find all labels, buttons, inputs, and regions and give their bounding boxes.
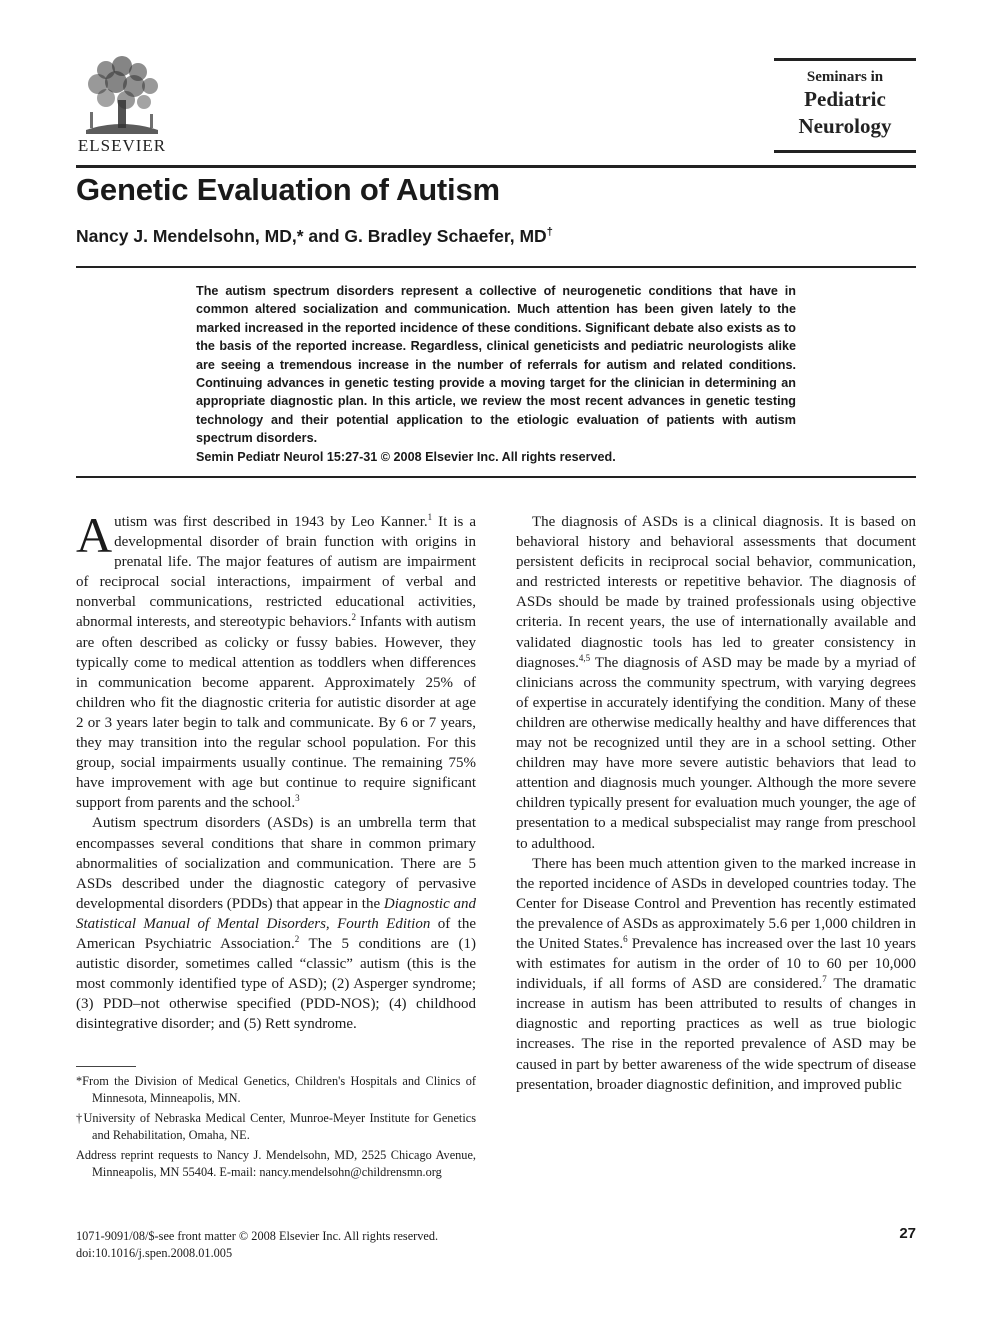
reference-link[interactable]: 7 xyxy=(822,974,827,985)
abstract xyxy=(196,282,796,466)
footnote-affiliation-2: †University of Nebraska Medical Center, Munroe-Meyer Institute for Genetics and Rehabilitation, Omaha, NE. xyxy=(76,1111,476,1142)
drop-cap: A xyxy=(76,507,113,563)
article-title: Genetic Evaluation of Autism xyxy=(76,172,500,207)
reference-link[interactable]: 3 xyxy=(295,793,300,804)
abstract-rule-bottom xyxy=(76,476,916,478)
reference-link[interactable]: 2 xyxy=(294,933,300,944)
reference-link[interactable]: 6 xyxy=(623,933,628,944)
header-divider xyxy=(76,165,916,168)
body-paragraph xyxy=(516,854,916,1095)
journal-name-line1: Pediatric xyxy=(804,87,886,111)
dsm-title: Diagnostic and Statistical Manual of Mental Disorders, Fourth Edition xyxy=(76,895,476,932)
text-run: The dramatic increase in autism has been attributed to results of changes in diagnostic and reporting practices as well as true biologic increases. The rise in the reported prevalence of ASD may be caused in part by better awareness of the wide spectrum of disease presentation, broader diagnostic definition, and improved public xyxy=(516,976,916,1093)
masthead-rule-bottom xyxy=(774,150,916,153)
abstract-citation: Semin Pediatr Neurol 15:27-31 © 2008 Elsevier Inc. All rights reserved. xyxy=(196,449,616,464)
article-authors xyxy=(76,226,553,247)
text-run: There has been much attention given to the marked increase in the reported incidence of ASDs in developed countries today. The Center for Disease Control and Prevention has recently estimated the prevalence of ASDs as approximately 5.6 per 1,000 children in the United States. xyxy=(516,855,916,952)
tree-logo-icon xyxy=(76,56,168,136)
text-run: The diagnosis of ASD may be made by a myriad of clinicians across the community spectrum, with varying degrees of expertise in accurately identifying the condition. Many of these children are otherwise medically healthy and have differences that may not be recognized until they are in a school setting. Other children may have more severe autistic behaviors that lead to attention and diagnosis much younger. Although the more severe children typically present for evaluation much younger, the age of presentation to a medical subspecialist may range from preschool to adulthood. xyxy=(516,654,916,852)
body-paragraph xyxy=(76,507,477,813)
masthead-rule-top xyxy=(774,58,916,61)
footer-issn: 1071-9091/08/$-see front matter © 2008 Elsevier Inc. All rights reserved. xyxy=(76,1229,439,1243)
abstract-rule-top xyxy=(76,266,916,268)
author-names: Nancy J. Mendelsohn, MD,* and G. Bradley Schaefer, MD xyxy=(76,226,547,246)
footnote-rule xyxy=(76,1066,136,1067)
footer-copyright xyxy=(76,1228,496,1262)
journal-series: Seminars in xyxy=(806,69,884,85)
text-run: of the American Psychiatric Association. xyxy=(76,915,476,952)
reference-link[interactable]: 4,5 xyxy=(578,652,591,663)
text-run: It is a developmental disorder of brain function with origins in prenatal life. The major features of autism are impairment of reciprocal social interactions, impairment of verbal and nonverbal communications, restricted educational activities, abnormal interests, and stereotypic behaviors. xyxy=(76,514,477,631)
footnote-affiliation-1: *From the Division of Medical Genetics, Children's Hospitals and Clinics of Minnesota, Minneapolis, MN. xyxy=(76,1074,476,1105)
body-paragraph xyxy=(516,512,916,854)
abstract-text: The autism spectrum disorders represent a collective of neurogenetic conditions that have in common altered socialization and communication. Much attention has been given lately to the marked increased in the reported incidence of these conditions. Significant debate also exists as to the basis of the reported increase. Regardless, clinical geneticists and pediatric neurologists alike are seeing a tremendous increase in the number of referrals for autism and related conditions. Continuing advances in genetic testing provide a moving target for the clinician in determining an appropriate diagnostic plan. In this article, we review the most recent advances in genetic testing technology and their potential application to the etiologic evaluation of patients with autism spectrum disorders. xyxy=(196,284,796,446)
journal-name-line2: Neurology xyxy=(798,114,892,138)
footnote-reprint-address: Address reprint requests to Nancy J. Mendelsohn, MD, 2525 Chicago Avenue, Minneapolis, MN 55404. E-mail: nancy.mendelsohn@childrensmn.org xyxy=(76,1148,476,1179)
body-column-right xyxy=(516,512,916,1095)
journal-masthead xyxy=(774,58,916,153)
footnotes xyxy=(76,1073,476,1184)
text-run: The 5 conditions are (1) autistic disorder, sometimes called “classic” autism (this is the most commonly identified type of ASD); (2) Asperger syndrome; (3) PDD–not otherwise specified (PDD-NOS); (4) childhood disintegrative disorder; and (5) Rett syndrome. xyxy=(76,935,476,1033)
text-run: utism was first described in 1943 by Leo Kanner. xyxy=(114,514,428,530)
text-run: The diagnosis of ASDs is a clinical diagnosis. It is based on behavioral history and behavioral assessments that document persistent deficits in reciprocal social behavior, communication, and restricted interests or repetitive behavior. The diagnosis of ASDs should be made by trained professionals using objective criteria. In recent years, the use of internationally available and validated diagnostic tools has led to greater consistency in diagnoses. xyxy=(516,514,916,671)
author-affiliation-mark: † xyxy=(546,226,553,239)
body-paragraph xyxy=(76,813,476,1034)
page-number: 27 xyxy=(899,1225,916,1242)
text-run: Infants with autism are often described as colicky or fussy babies. However, they typically come to medical attention as toddlers when differences in communication become apparent. Approximately 25% of children who fit the diagnostic criteria for autistic disorder at age 2 or 3 years later begin to talk and communicate. By 6 or 7 years, they may transition into the regular school population. For this group, social impairments usually continue. The remaining 75% have improvement with age but continue to require significant support from parents and the school. xyxy=(76,614,476,812)
text-run: Prevalence has increased over the last 10 years with estimates for autism in the order of 10 to 60 per 10,000 individuals, if all forms of ASD are considered. xyxy=(516,935,916,993)
body-column-left xyxy=(76,507,477,1034)
footer-doi[interactable]: doi:10.1016/j.spen.2008.01.005 xyxy=(76,1246,233,1260)
publisher-name: ELSEVIER xyxy=(77,136,167,155)
text-run: Autism spectrum disorders (ASDs) is an umbrella term that encompasses several conditions that share in common primary abnormalities of socialization and communication. There are 5 ASDs described under the diagnostic category of pervasive developmental disorders (PDDs) that appear in the xyxy=(76,815,476,912)
reference-link[interactable]: 1 xyxy=(427,512,433,522)
reference-link[interactable]: 2 xyxy=(351,612,356,623)
